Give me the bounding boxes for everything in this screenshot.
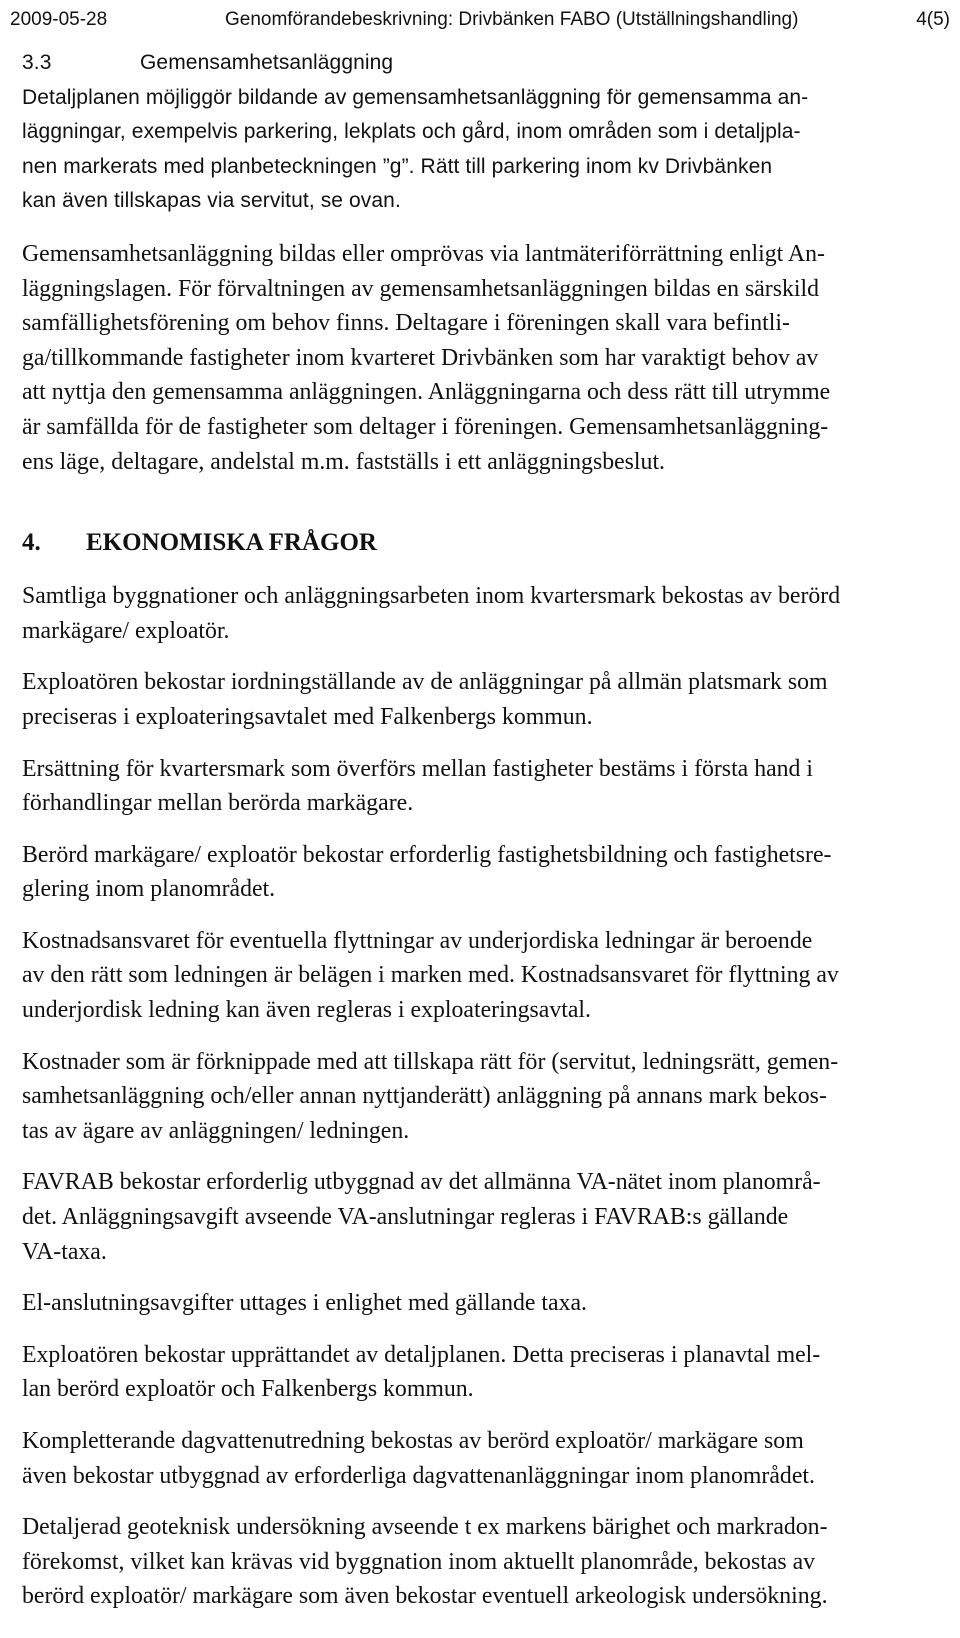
text-line: VA-taxa.	[22, 1238, 107, 1265]
text-line: Kostnader som är förknippade med att tillskapa rätt för (servitut, ledningsrätt, gemen-	[22, 1048, 839, 1075]
text-line: berörd exploatör/ markägare som även bekostar eventuell arkeologisk undersökning.	[22, 1583, 828, 1610]
text-line: lan berörd exploatör och Falkenbergs kommun.	[22, 1376, 474, 1403]
section-3-3-paragraph-1	[22, 81, 940, 219]
text-line: även bekostar utbyggnad av erforderliga dagvattenanläggningar inom planområdet.	[22, 1462, 815, 1489]
text-line: läggningar, exempelvis parkering, lekplats och gård, inom områden som i detaljpla-	[22, 120, 801, 144]
section-4-paragraph	[22, 838, 940, 907]
text-line: El-anslutningsavgifter uttages i enlighet med gällande taxa.	[22, 1290, 588, 1317]
section-4-paragraph	[22, 1510, 940, 1614]
text-line: underjordisk ledning kan även regleras i exploateringsavtal.	[22, 997, 591, 1024]
text-line: av den rätt som ledningen är belägen i marken med. Kostnadsansvaret för flyttning av	[22, 962, 839, 989]
section-4-paragraph	[22, 924, 940, 1028]
section-4-paragraph	[22, 1286, 940, 1321]
text-line: glering inom planområdet.	[22, 876, 276, 903]
text-line: samhetsanläggning och/eller annan nyttjanderätt) anläggning på annans mark bekos-	[22, 1083, 827, 1110]
text-line: är samfällda för de fastigheter som deltager i föreningen. Gemensamhetsanläggning-	[22, 413, 829, 440]
text-line: Detaljplanen möjliggör bildande av gemensamhetsanläggning för gemensamma an-	[22, 85, 809, 109]
text-line: Ersättning för kvartersmark som överförs mellan fastigheter bestäms i första hand i	[22, 755, 814, 782]
text-line: Exploatören bekostar iordningställande av de anläggningar på allmän platsmark som	[22, 669, 828, 696]
page-header	[10, 0, 950, 40]
section-3-3-heading	[22, 46, 940, 81]
section-3-3	[22, 46, 940, 219]
text-line: Samtliga byggnationer och anläggningsarbeten inom kvartersmark bekostas av berörd	[22, 583, 841, 610]
text-line: tas av ägare av anläggningen/ ledningen.	[22, 1117, 410, 1144]
text-line: nen markerats med planbeteckningen ”g”. Rätt till parkering inom kv Drivbänken	[22, 154, 773, 178]
section-3-3-paragraph-2	[22, 237, 940, 479]
section-4-paragraph	[22, 752, 940, 821]
text-line: Gemensamhetsanläggning bildas eller omprövas via lantmäteriförrättning enligt An-	[22, 240, 825, 267]
text-line: Exploatören bekostar upprättandet av detaljplanen. Detta preciseras i planavtal mel-	[22, 1341, 821, 1368]
text-line: samfällighetsförening om behov finns. Deltagare i föreningen skall vara befintli-	[22, 310, 790, 337]
section-4-number: 4.	[22, 529, 41, 557]
section-4-heading	[22, 523, 940, 563]
section-4-paragraph	[22, 665, 940, 734]
text-line: förhandlingar mellan berörda markägare.	[22, 790, 414, 817]
section-3-3-title: Gemensamhetsanläggning	[140, 51, 394, 74]
text-line: markägare/ exploatör.	[22, 617, 230, 644]
section-4-title: EKONOMISKA FRÅGOR	[86, 529, 377, 557]
section-4-body	[22, 579, 940, 1614]
text-line: läggningslagen. För förvaltningen av gemensamhetsanläggningen bildas en särskild	[22, 275, 820, 302]
text-line: Kostnadsansvaret för eventuella flyttningar av underjordiska ledningar är beroende	[22, 927, 813, 954]
section-3-3-number: 3.3	[22, 51, 52, 74]
text-line: ga/tillkommande fastigheter inom kvarteret Drivbänken som har varaktigt behov av	[22, 344, 819, 371]
header-page-number: 4(5)	[916, 9, 950, 30]
text-line: preciseras i exploateringsavtalet med Falkenbergs kommun.	[22, 703, 593, 730]
text-line: Berörd markägare/ exploatör bekostar erforderlig fastighetsbildning och fastighetsre-	[22, 841, 832, 868]
section-4-paragraph	[22, 1338, 940, 1407]
text-line: Detaljerad geoteknisk undersökning avseende t ex markens bärighet och markradon-	[22, 1514, 828, 1541]
text-line: ens läge, deltagare, andelstal m.m. fastställs i ett anläggningsbeslut.	[22, 448, 666, 475]
section-4-paragraph	[22, 1045, 940, 1149]
header-title: Genomförandebeskrivning: Drivbänken FABO (Utställningshandling)	[224, 9, 799, 30]
page-content	[22, 46, 940, 1614]
text-line: Kompletterande dagvattenutredning bekostas av berörd exploatör/ markägare som	[22, 1428, 804, 1454]
header-date: 2009-05-28	[10, 9, 108, 30]
section-4-paragraph	[22, 579, 940, 648]
text-line: det. Anläggningsavgift avseende VA-anslutningar regleras i FAVRAB:s gällande	[22, 1204, 789, 1231]
section-4-paragraph	[22, 1424, 940, 1493]
text-line: att nyttja den gemensamma anläggningen. Anläggningarna och dess rätt till utrymme	[22, 379, 831, 406]
text-line: förekomst, vilket kan krävas vid byggnation inom aktuellt planområde, bekostas av	[22, 1548, 816, 1575]
text-line: FAVRAB bekostar erforderlig utbyggnad av det allmänna VA-nätet inom planområ-	[22, 1169, 821, 1196]
text-line: kan även tillskapas via servitut, se ovan.	[22, 189, 401, 213]
section-4-paragraph	[22, 1165, 940, 1269]
